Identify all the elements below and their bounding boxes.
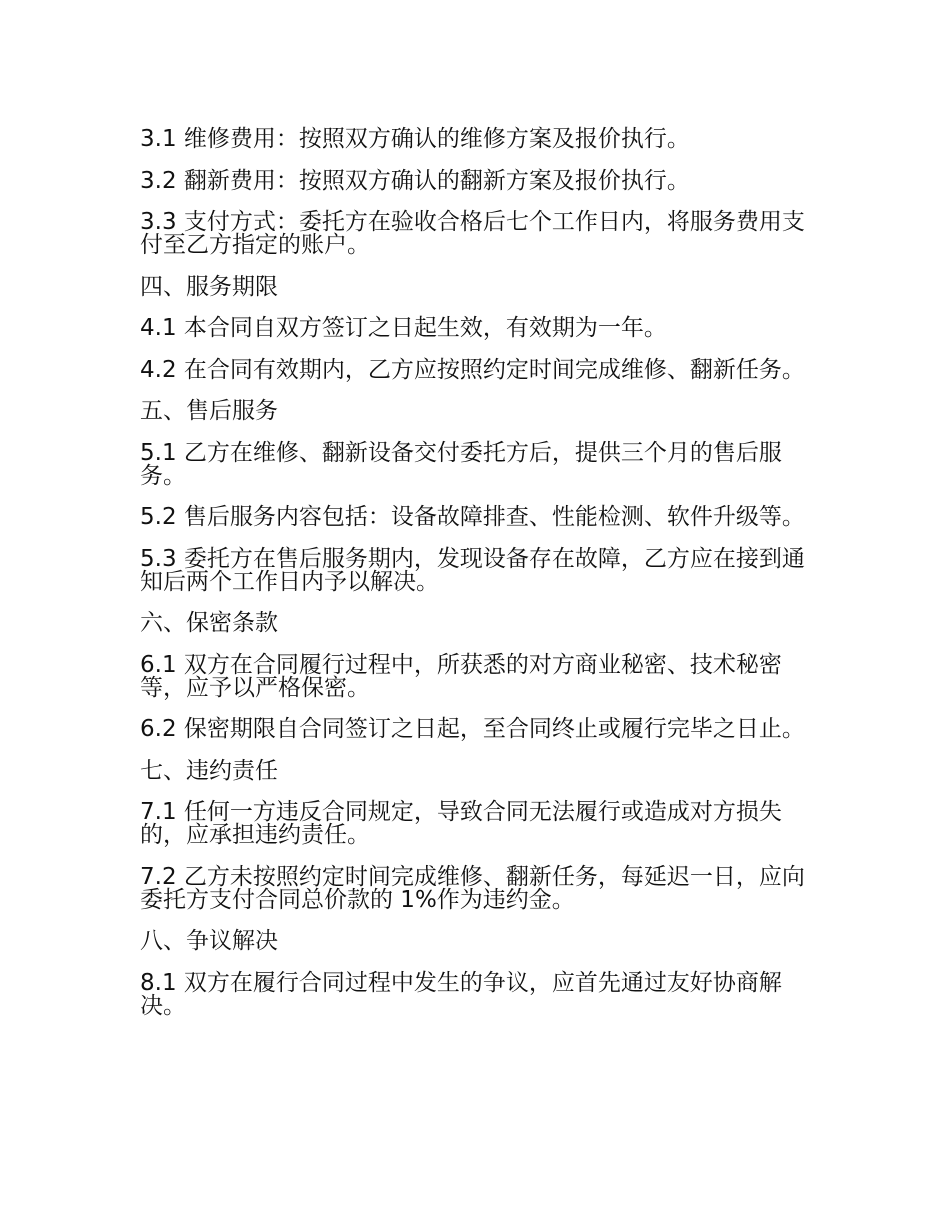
section-heading-7: 七、违约责任 <box>140 757 278 784</box>
clause-7-1: 7.1 任何一方违反合同规定，导致合同无法履行或造成对方损失的，应承担违约责任。 <box>140 799 782 848</box>
section-heading-4: 四、服务期限 <box>140 273 278 300</box>
clause-5-2: 5.2 售后服务内容包括：设备故障排查、性能检测、软件升级等。 <box>140 504 805 530</box>
section-heading-6: 六、保密条款 <box>140 610 278 636</box>
clause-3-3: 3.3 支付方式：委托方在验收合格后七个工作日内，将服务费用支付至乙方指定的账户。 <box>140 209 805 258</box>
clause-5-1: 5.1 乙方在维修、翻新设备交付委托方后，提供三个月的售后服务。 <box>140 439 782 489</box>
document-body <box>140 128 808 1036</box>
clause-5-3: 5.3 委托方在售后服务期内，发现设备存在故障，乙方应在接到通知后两个工作日内予以解决。 <box>140 545 805 595</box>
clause-3-2: 3.2 翻新费用：按照双方确认的翻新方案及报价执行。 <box>140 167 690 194</box>
clause-3-1: 3.1 维修费用：按照双方确认的维修方案及报价执行。 <box>140 126 690 152</box>
clause-4-2: 4.2 在合同有效期内，乙方应按照约定时间完成维修、翻新任务。 <box>140 356 805 383</box>
section-heading-8: 八、争议解决 <box>140 928 278 954</box>
clause-6-1: 6.1 双方在合同履行过程中，所获悉的对方商业秘密、技术秘密等，应予以严格保密。 <box>140 651 782 701</box>
clause-4-1: 4.1 本合同自双方签订之日起生效，有效期为一年。 <box>140 315 667 341</box>
section-heading-5: 五、售后服务 <box>140 398 278 424</box>
clause-6-2: 6.2 保密期限自合同签订之日起，至合同终止或履行完毕之日止。 <box>140 716 805 742</box>
clause-8-1: 8.1 双方在履行合同过程中发生的争议，应首先通过友好协商解决。 <box>140 969 782 1019</box>
clause-7-2: 7.2 乙方未按照约定时间完成维修、翻新任务，每延迟一日，应向委托方支付合同总价款的 1%作为违约金。 <box>140 863 805 913</box>
